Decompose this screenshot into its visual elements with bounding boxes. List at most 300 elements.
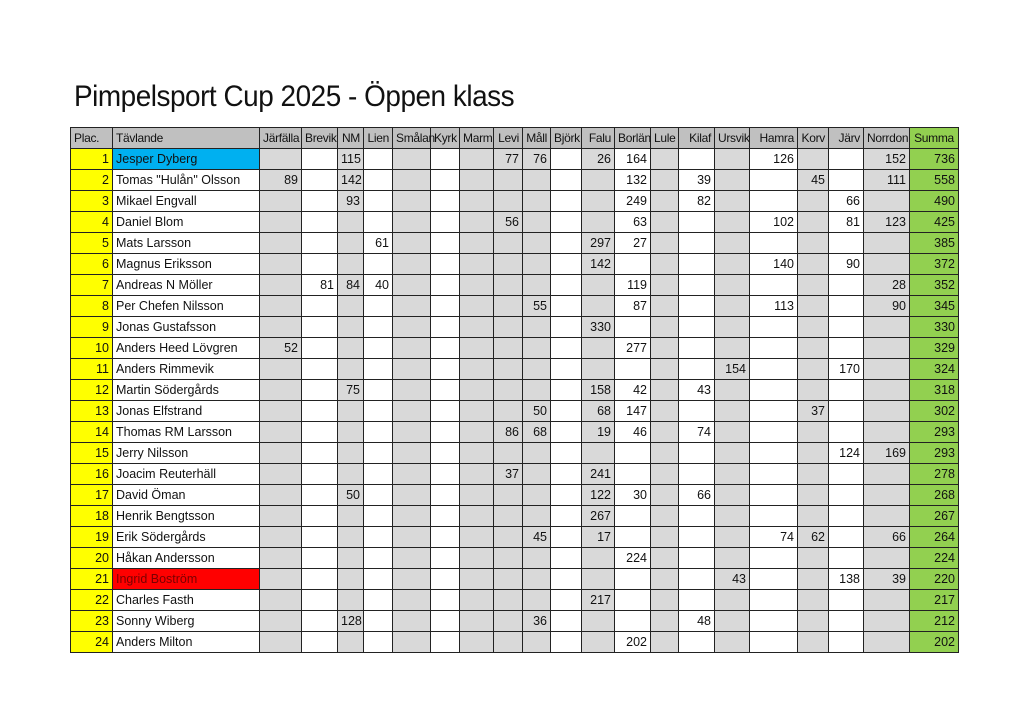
row-score-cell — [302, 464, 338, 485]
row-competitor-name: Mats Larsson — [113, 233, 260, 254]
row-score-cell — [460, 611, 494, 632]
row-score-cell — [715, 170, 750, 191]
row-score-cell — [551, 548, 582, 569]
row-score-cell — [615, 317, 651, 338]
row-score-cell — [829, 380, 864, 401]
row-score-cell — [494, 485, 523, 506]
row-score-cell — [523, 317, 551, 338]
row-score-cell — [651, 149, 679, 170]
row-score-cell — [260, 317, 302, 338]
row-score-cell — [651, 611, 679, 632]
row-score-cell — [750, 464, 798, 485]
row-score-cell — [582, 359, 615, 380]
row-score-cell — [582, 338, 615, 359]
row-score-cell — [679, 527, 715, 548]
row-competitor-name: Håkan Andersson — [113, 548, 260, 569]
row-score-cell — [864, 422, 910, 443]
row-score-cell — [798, 149, 829, 170]
row-competitor-name: Anders Milton — [113, 632, 260, 653]
row-score-cell — [393, 317, 431, 338]
row-total: 345 — [910, 296, 959, 317]
row-score-cell — [551, 485, 582, 506]
row-score-cell — [798, 317, 829, 338]
row-score-cell — [864, 317, 910, 338]
row-score-cell — [393, 401, 431, 422]
row-score-cell — [393, 296, 431, 317]
table-row — [71, 464, 959, 485]
row-total: 267 — [910, 506, 959, 527]
row-score-cell — [460, 275, 494, 296]
row-score-cell: 19 — [582, 422, 615, 443]
row-score-cell: 164 — [615, 149, 651, 170]
row-score-cell: 84 — [338, 275, 364, 296]
row-score-cell — [582, 212, 615, 233]
row-score-cell — [494, 443, 523, 464]
row-score-cell — [338, 338, 364, 359]
row-total: 558 — [910, 170, 959, 191]
row-score-cell — [393, 212, 431, 233]
row-score-cell — [460, 401, 494, 422]
row-score-cell — [364, 590, 393, 611]
table-row — [71, 191, 959, 212]
row-score-cell — [523, 485, 551, 506]
row-competitor-name: Thomas RM Larsson — [113, 422, 260, 443]
row-score-cell: 62 — [798, 527, 829, 548]
row-competitor-name: Sonny Wiberg — [113, 611, 260, 632]
row-score-cell — [798, 254, 829, 275]
row-score-cell — [364, 170, 393, 191]
row-score-cell — [551, 338, 582, 359]
row-score-cell — [582, 611, 615, 632]
row-score-cell — [364, 632, 393, 653]
row-total: 293 — [910, 443, 959, 464]
row-score-cell — [679, 548, 715, 569]
row-score-cell — [679, 149, 715, 170]
row-score-cell — [431, 317, 460, 338]
row-score-cell — [750, 611, 798, 632]
row-score-cell — [431, 506, 460, 527]
row-score-cell — [750, 380, 798, 401]
row-score-cell — [615, 464, 651, 485]
row-score-cell — [494, 590, 523, 611]
row-score-cell — [260, 485, 302, 506]
header-plac: Plac. — [71, 128, 113, 149]
row-score-cell — [615, 611, 651, 632]
table-row — [71, 380, 959, 401]
table-row — [71, 422, 959, 443]
header-event: Marm — [460, 128, 494, 149]
row-score-cell: 68 — [523, 422, 551, 443]
row-score-cell — [494, 296, 523, 317]
row-score-cell — [551, 527, 582, 548]
row-score-cell — [715, 506, 750, 527]
row-score-cell: 138 — [829, 569, 864, 590]
row-score-cell — [364, 254, 393, 275]
row-score-cell — [715, 611, 750, 632]
row-score-cell: 52 — [260, 338, 302, 359]
row-score-cell: 90 — [864, 296, 910, 317]
row-score-cell — [393, 506, 431, 527]
row-score-cell — [651, 296, 679, 317]
row-score-cell: 140 — [750, 254, 798, 275]
row-score-cell — [338, 359, 364, 380]
row-score-cell — [829, 401, 864, 422]
row-score-cell — [364, 485, 393, 506]
row-competitor-name: Daniel Blom — [113, 212, 260, 233]
row-score-cell — [260, 590, 302, 611]
row-score-cell — [364, 422, 393, 443]
row-score-cell — [364, 338, 393, 359]
row-score-cell — [829, 338, 864, 359]
row-total: 372 — [910, 254, 959, 275]
row-score-cell — [302, 254, 338, 275]
row-score-cell: 30 — [615, 485, 651, 506]
row-score-cell — [523, 170, 551, 191]
row-place: 22 — [71, 590, 113, 611]
row-score-cell — [651, 527, 679, 548]
row-score-cell — [551, 632, 582, 653]
results-rows — [71, 149, 959, 653]
row-score-cell — [523, 590, 551, 611]
row-score-cell — [302, 443, 338, 464]
row-score-cell — [750, 632, 798, 653]
row-score-cell — [260, 569, 302, 590]
row-score-cell — [864, 233, 910, 254]
row-score-cell — [302, 380, 338, 401]
row-score-cell — [494, 569, 523, 590]
row-score-cell — [494, 548, 523, 569]
row-score-cell — [494, 632, 523, 653]
row-score-cell — [364, 296, 393, 317]
row-score-cell: 82 — [679, 191, 715, 212]
row-score-cell — [523, 443, 551, 464]
row-score-cell: 43 — [679, 380, 715, 401]
row-competitor-name: Jesper Dyberg — [113, 149, 260, 170]
header-event: Kilaf — [679, 128, 715, 149]
row-score-cell — [615, 506, 651, 527]
row-score-cell — [260, 464, 302, 485]
row-score-cell — [364, 401, 393, 422]
row-score-cell — [260, 548, 302, 569]
row-total: 220 — [910, 569, 959, 590]
row-score-cell: 147 — [615, 401, 651, 422]
row-score-cell — [551, 569, 582, 590]
row-score-cell: 169 — [864, 443, 910, 464]
row-score-cell — [431, 443, 460, 464]
row-score-cell — [364, 149, 393, 170]
row-total: 330 — [910, 317, 959, 338]
row-score-cell — [460, 632, 494, 653]
row-total: 324 — [910, 359, 959, 380]
table-row — [71, 443, 959, 464]
row-place: 9 — [71, 317, 113, 338]
row-score-cell — [460, 296, 494, 317]
header-event: Björk — [551, 128, 582, 149]
row-score-cell — [302, 527, 338, 548]
row-score-cell — [864, 380, 910, 401]
table-row — [71, 632, 959, 653]
row-score-cell: 17 — [582, 527, 615, 548]
row-score-cell — [364, 443, 393, 464]
row-score-cell — [651, 443, 679, 464]
row-total: 736 — [910, 149, 959, 170]
row-score-cell — [715, 296, 750, 317]
row-score-cell: 66 — [864, 527, 910, 548]
table-row — [71, 506, 959, 527]
row-score-cell — [431, 632, 460, 653]
header-event: NM — [338, 128, 364, 149]
row-score-cell — [829, 296, 864, 317]
row-score-cell: 77 — [494, 149, 523, 170]
header-sum: Summa — [910, 128, 959, 149]
row-score-cell — [798, 443, 829, 464]
header-event: Norrdon — [864, 128, 910, 149]
row-score-cell: 90 — [829, 254, 864, 275]
row-score-cell — [715, 548, 750, 569]
row-score-cell: 28 — [864, 275, 910, 296]
row-score-cell: 74 — [679, 422, 715, 443]
row-score-cell — [431, 527, 460, 548]
row-score-cell — [750, 233, 798, 254]
row-score-cell — [679, 296, 715, 317]
row-score-cell — [715, 317, 750, 338]
row-competitor-name: Henrik Bengtsson — [113, 506, 260, 527]
row-score-cell — [750, 590, 798, 611]
row-score-cell: 132 — [615, 170, 651, 191]
row-score-cell — [551, 590, 582, 611]
row-score-cell — [551, 296, 582, 317]
header-row — [71, 128, 959, 149]
row-total: 278 — [910, 464, 959, 485]
row-score-cell — [864, 401, 910, 422]
row-score-cell: 202 — [615, 632, 651, 653]
row-score-cell: 27 — [615, 233, 651, 254]
row-score-cell — [551, 380, 582, 401]
row-score-cell: 40 — [364, 275, 393, 296]
row-score-cell — [651, 212, 679, 233]
row-score-cell: 56 — [494, 212, 523, 233]
row-score-cell — [715, 212, 750, 233]
row-score-cell — [393, 611, 431, 632]
row-score-cell — [798, 212, 829, 233]
row-score-cell — [829, 422, 864, 443]
row-score-cell — [651, 506, 679, 527]
row-score-cell — [798, 380, 829, 401]
row-score-cell — [302, 590, 338, 611]
row-score-cell — [494, 233, 523, 254]
row-score-cell: 124 — [829, 443, 864, 464]
row-score-cell — [338, 296, 364, 317]
row-score-cell — [582, 548, 615, 569]
row-score-cell — [260, 254, 302, 275]
row-competitor-name: Charles Fasth — [113, 590, 260, 611]
row-score-cell — [715, 191, 750, 212]
row-score-cell — [260, 632, 302, 653]
row-score-cell — [393, 632, 431, 653]
row-score-cell — [798, 233, 829, 254]
row-score-cell — [523, 275, 551, 296]
row-place: 5 — [71, 233, 113, 254]
row-score-cell — [460, 485, 494, 506]
row-score-cell — [798, 275, 829, 296]
row-score-cell — [460, 359, 494, 380]
row-score-cell — [651, 338, 679, 359]
row-score-cell: 297 — [582, 233, 615, 254]
row-score-cell — [494, 506, 523, 527]
row-score-cell — [715, 422, 750, 443]
row-score-cell — [338, 548, 364, 569]
row-score-cell — [551, 191, 582, 212]
row-score-cell — [460, 191, 494, 212]
row-score-cell — [582, 275, 615, 296]
row-score-cell — [715, 485, 750, 506]
row-score-cell: 81 — [302, 275, 338, 296]
row-score-cell — [302, 296, 338, 317]
row-score-cell — [364, 359, 393, 380]
row-score-cell — [431, 590, 460, 611]
row-score-cell — [750, 317, 798, 338]
row-score-cell: 170 — [829, 359, 864, 380]
row-score-cell — [679, 569, 715, 590]
row-place: 3 — [71, 191, 113, 212]
row-score-cell — [393, 590, 431, 611]
row-score-cell — [523, 254, 551, 275]
row-score-cell — [679, 275, 715, 296]
row-score-cell — [679, 212, 715, 233]
header-name: Tävlande — [113, 128, 260, 149]
row-score-cell — [431, 212, 460, 233]
row-score-cell — [864, 254, 910, 275]
row-score-cell — [679, 401, 715, 422]
row-score-cell — [494, 359, 523, 380]
row-score-cell — [260, 611, 302, 632]
table-row — [71, 569, 959, 590]
row-score-cell: 126 — [750, 149, 798, 170]
row-score-cell — [582, 632, 615, 653]
header-event: Måll — [523, 128, 551, 149]
row-score-cell — [431, 170, 460, 191]
row-score-cell: 81 — [829, 212, 864, 233]
row-score-cell — [715, 380, 750, 401]
row-score-cell — [651, 548, 679, 569]
row-total: 385 — [910, 233, 959, 254]
row-competitor-name: Jerry Nilsson — [113, 443, 260, 464]
row-score-cell — [551, 317, 582, 338]
row-score-cell: 45 — [798, 170, 829, 191]
row-score-cell: 75 — [338, 380, 364, 401]
row-score-cell — [431, 401, 460, 422]
row-score-cell: 89 — [260, 170, 302, 191]
header-event: Smålan — [393, 128, 431, 149]
row-score-cell — [302, 359, 338, 380]
row-score-cell — [393, 380, 431, 401]
row-score-cell — [715, 632, 750, 653]
row-total: 425 — [910, 212, 959, 233]
row-competitor-name: Tomas "Hulån" Olsson — [113, 170, 260, 191]
row-place: 24 — [71, 632, 113, 653]
row-score-cell — [460, 464, 494, 485]
row-score-cell — [864, 359, 910, 380]
row-score-cell — [431, 149, 460, 170]
row-score-cell — [431, 485, 460, 506]
row-score-cell — [393, 275, 431, 296]
row-score-cell — [750, 170, 798, 191]
row-score-cell — [829, 590, 864, 611]
row-competitor-name: Mikael Engvall — [113, 191, 260, 212]
row-place: 23 — [71, 611, 113, 632]
row-score-cell — [715, 401, 750, 422]
row-score-cell — [494, 527, 523, 548]
row-score-cell — [260, 275, 302, 296]
row-score-cell — [551, 254, 582, 275]
row-score-cell — [651, 317, 679, 338]
row-score-cell: 86 — [494, 422, 523, 443]
row-score-cell — [494, 191, 523, 212]
row-score-cell — [338, 569, 364, 590]
row-score-cell — [260, 527, 302, 548]
row-score-cell — [523, 464, 551, 485]
row-score-cell — [551, 149, 582, 170]
row-score-cell — [750, 191, 798, 212]
row-score-cell — [393, 254, 431, 275]
row-score-cell — [798, 611, 829, 632]
row-score-cell — [460, 569, 494, 590]
header-event: Kyrk — [431, 128, 460, 149]
row-place: 8 — [71, 296, 113, 317]
row-score-cell — [615, 569, 651, 590]
row-score-cell — [338, 317, 364, 338]
row-score-cell — [302, 191, 338, 212]
row-competitor-name: Jonas Gustafsson — [113, 317, 260, 338]
row-place: 6 — [71, 254, 113, 275]
row-score-cell — [829, 149, 864, 170]
header-event: Korv — [798, 128, 829, 149]
row-score-cell — [715, 233, 750, 254]
row-score-cell — [582, 443, 615, 464]
row-score-cell — [460, 443, 494, 464]
row-score-cell — [460, 338, 494, 359]
row-score-cell — [829, 548, 864, 569]
row-score-cell — [260, 380, 302, 401]
row-place: 17 — [71, 485, 113, 506]
row-score-cell: 63 — [615, 212, 651, 233]
row-competitor-name: Erik Södergårds — [113, 527, 260, 548]
row-score-cell — [551, 611, 582, 632]
row-score-cell — [798, 590, 829, 611]
row-score-cell: 76 — [523, 149, 551, 170]
row-score-cell — [551, 443, 582, 464]
row-score-cell: 115 — [338, 149, 364, 170]
row-score-cell — [393, 170, 431, 191]
row-score-cell — [364, 569, 393, 590]
row-score-cell — [715, 464, 750, 485]
row-score-cell — [431, 191, 460, 212]
row-score-cell: 26 — [582, 149, 615, 170]
row-score-cell — [523, 338, 551, 359]
row-score-cell: 66 — [679, 485, 715, 506]
row-score-cell — [615, 590, 651, 611]
table-row — [71, 254, 959, 275]
row-score-cell — [338, 443, 364, 464]
row-score-cell — [651, 233, 679, 254]
table-row — [71, 527, 959, 548]
header-event: Ursvik — [715, 128, 750, 149]
row-score-cell — [829, 485, 864, 506]
row-score-cell — [864, 485, 910, 506]
row-score-cell — [679, 317, 715, 338]
row-total: 268 — [910, 485, 959, 506]
row-competitor-name: Joacim Reuterhäll — [113, 464, 260, 485]
